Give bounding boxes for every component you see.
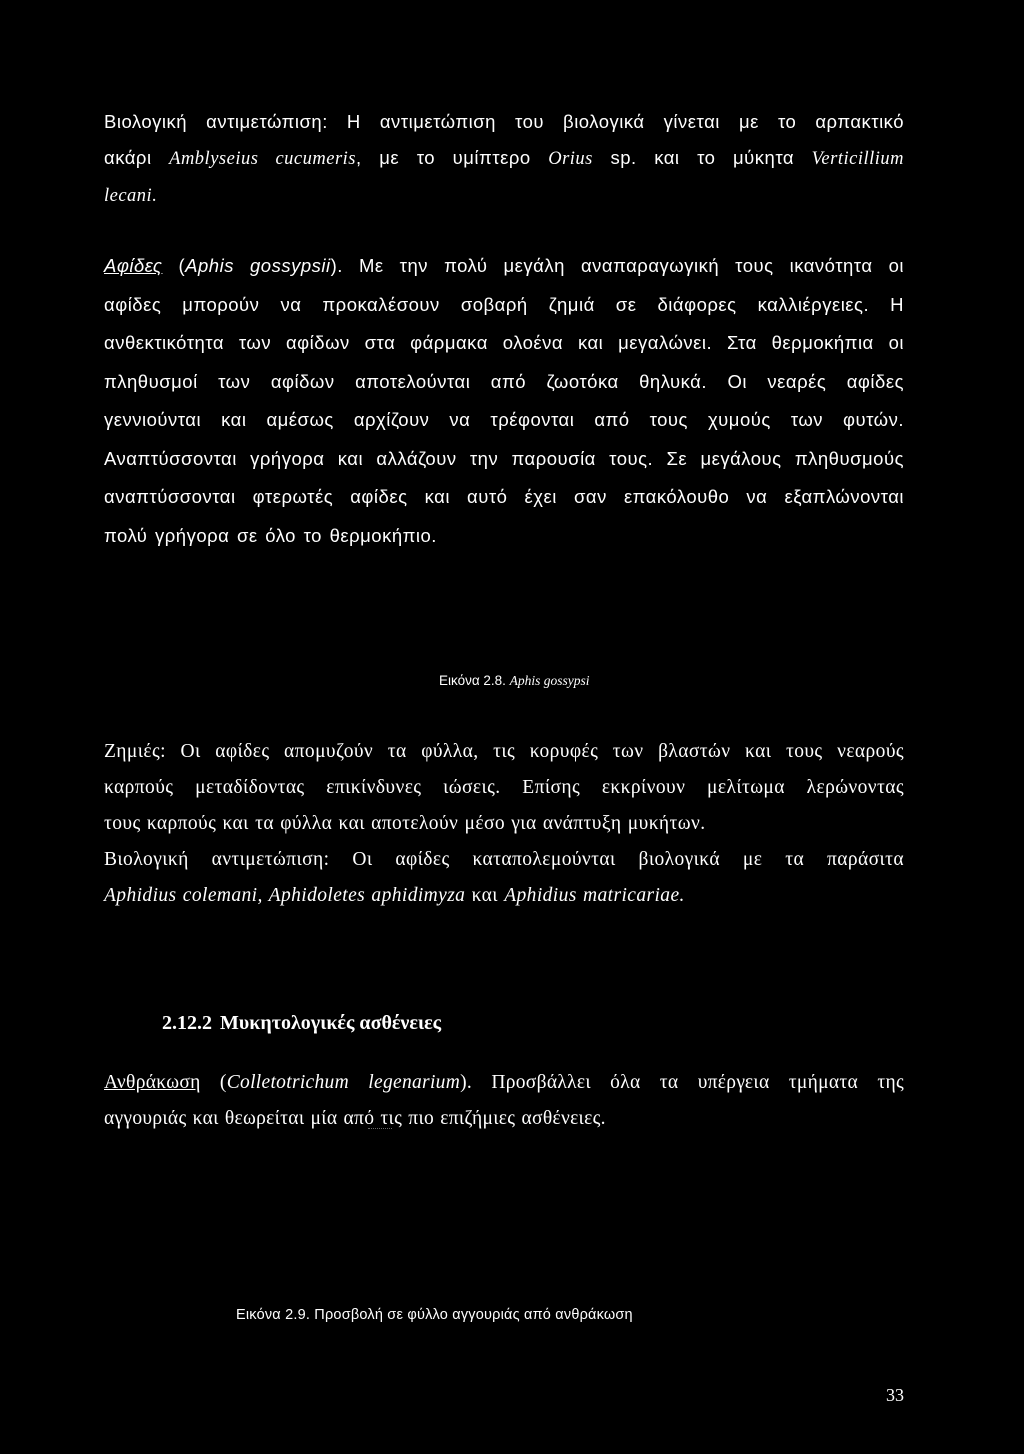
scan-artifact [368, 1128, 392, 1131]
text-line: καρπούς μεταδίδοντας επικίνδυνες ιώσεις. Επίσης εκκρίνουν μελίτωμα λερώνοντας [104, 777, 904, 798]
text-line: γεννιούνται και αμέσως αρχίζουν να τρέφονται από τους χυμούς των φυτών. [104, 409, 904, 430]
page-number: 33 [886, 1385, 904, 1405]
text-line: Aphidius colemani, Aphidoletes aphidimyza και Aphidius matricariae. [104, 885, 685, 906]
text-line: τους καρπούς και τα φύλλα και αποτελούν μέσο για ανάπτυξη μυκήτων. [104, 813, 706, 834]
term-anthracnose: Ανθράκωση [104, 1072, 201, 1093]
figure-caption-2-9: Εικόνα 2.9. Προσβολή σε φύλλο αγγουριάς από ανθράκωση [236, 1307, 633, 1323]
text-line: αγγουριάς και θεωρείται μία από τις πιο επιζήμιες ασθένειες. [104, 1108, 606, 1129]
section-heading [162, 1012, 441, 1035]
text-line: ακάρι Amblyseius cucumeris, με το υμίπτερο Orius sp. και το μύκητα Verticillium [104, 147, 904, 169]
text-line: Βιολογική αντιμετώπιση: Η αντιμετώπιση του βιολογικά γίνεται με το αρπακτικό [104, 111, 904, 132]
text-line: αναπτύσσονται φτερωτές αφίδες και αυτό έχει σαν επακόλουθο να εξαπλώνονται [104, 486, 904, 507]
text-line: αφίδες μπορούν να προκαλέσουν σοβαρή ζημιά σε διάφορες καλλιέργειες. Η [104, 293, 904, 315]
paragraph-anthracnose [104, 1065, 904, 1137]
paragraph-biological-control-thrips [104, 104, 904, 214]
text-line: πληθυσμοί των αφίδων αποτελούνται από ζωοτόκα θηλυκά. Οι νεαρές αφίδες [104, 370, 904, 392]
text-line: Ζημιές: Οι αφίδες απομυζούν τα φύλλα, τις κορυφές των βλαστών και τους νεαρούς [104, 741, 904, 762]
section-title: Μυκητολογικές ασθένειες [220, 1012, 442, 1034]
text-line: Αφίδες (Aphis gossypsii). Με την πολύ μεγάλη αναπαραγωγική τους ικανότητα οι [104, 255, 904, 276]
text-line: Αναπτύσσονται γρήγορα και αλλάζουν την παρουσία τους. Σε μεγάλους πληθυσμούς [104, 447, 904, 469]
text-line: πολύ γρήγορα σε όλο το θερμοκήπιο. [104, 524, 437, 546]
paragraph-damage [104, 734, 904, 914]
figure-caption-2-8: Εικόνα 2.8. Aphis gossypsi [439, 673, 590, 688]
term-aphids: Αφίδες [104, 255, 163, 276]
section-number: 2.12.2 [162, 1012, 212, 1034]
text-line: lecani. [104, 186, 158, 206]
text-line: ανθεκτικότητα των αφίδων στα φάρμακα ολοένα και μεγαλώνει. Στα θερμοκήπια οι [104, 332, 904, 353]
text-line: Ανθράκωση (Colletotrichum legenarium). Προσβάλλει όλα τα υπέργεια τμήματα της [104, 1072, 904, 1093]
text-line: Βιολογική αντιμετώπιση: Οι αφίδες καταπολεμούνται βιολογικά με τα παράσιτα [104, 849, 904, 870]
paragraph-aphids [104, 247, 904, 555]
